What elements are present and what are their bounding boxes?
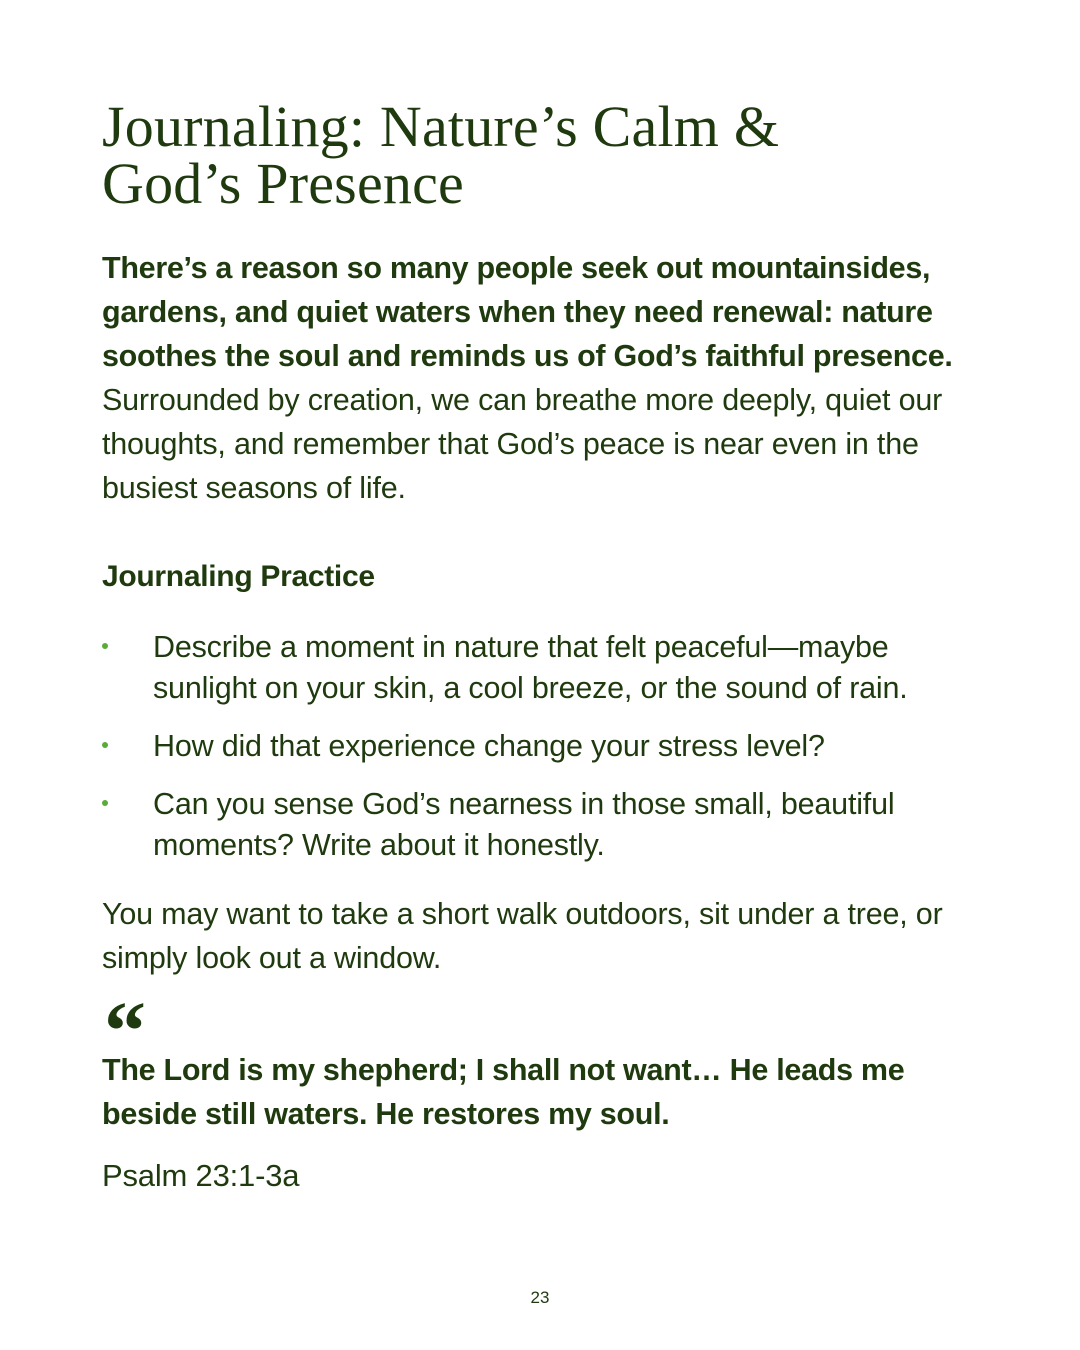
title-line-1: Journaling: Nature’s Calm & xyxy=(102,94,780,159)
title-line-2: God’s Presence xyxy=(102,151,464,216)
scripture-quote: The Lord is my shepherd; I shall not want… He leads me beside still waters. He restores my soul. xyxy=(102,1053,905,1131)
intro-rest: Surrounded by creation, we can breathe more deeply, quiet our thoughts, and remember that God’s peace is near even in the busiest seasons of life. xyxy=(102,383,943,505)
quote-mark-icon: “ xyxy=(104,985,146,1078)
bullet-icon xyxy=(102,742,108,748)
list-item-text: How did that experience change your stress level? xyxy=(153,729,825,763)
section-heading: Journaling Practice xyxy=(102,560,375,593)
list-item-text: Can you sense God’s nearness in those small, beautiful moments? Write about it honestly. xyxy=(153,787,895,862)
intro-lead: There’s a reason so many people seek out mountainsides, gardens, and quiet waters when they need renewal: nature soothes the soul and reminds us of God’s faithful presence. xyxy=(102,251,953,373)
scripture-citation: Psalm 23:1-3a xyxy=(102,1158,300,1193)
bullet-icon xyxy=(102,800,108,806)
list-item xyxy=(102,726,982,767)
list-item xyxy=(102,784,982,866)
bullet-icon xyxy=(102,643,108,649)
intro-paragraph xyxy=(102,246,982,510)
page-title xyxy=(102,94,982,216)
practice-list xyxy=(102,627,982,883)
note-paragraph: You may want to take a short walk outdoors, sit under a tree, or simply look out a window. xyxy=(102,897,943,975)
page-number: 23 xyxy=(530,1288,550,1307)
list-item-text: Describe a moment in nature that felt peaceful—maybe sunlight on your skin, a cool breeze, or the sound of rain. xyxy=(153,630,908,705)
list-item xyxy=(102,627,982,709)
